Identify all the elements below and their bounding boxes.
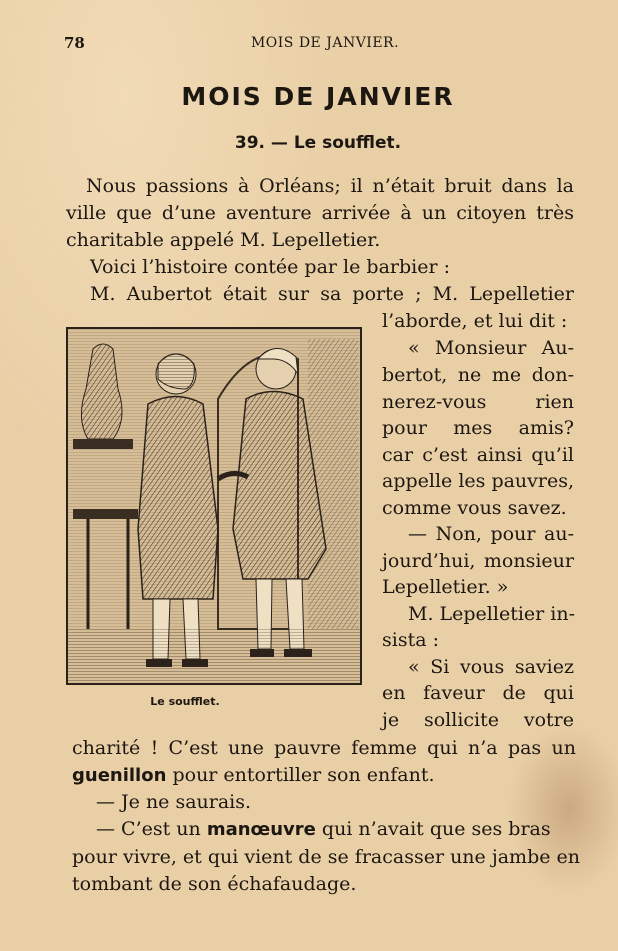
text-line	[96, 817, 604, 842]
page-number: 78	[64, 34, 85, 52]
text-line: « Si vous saviez	[408, 656, 574, 678]
text-line: car c’est ainsi qu’il	[382, 444, 574, 466]
section-title: 39. — Le soufflet.	[234, 133, 402, 153]
text-line: appelle les pauvres,	[382, 470, 575, 492]
text-line: jourd’hui, monsieur	[382, 550, 574, 572]
text-line: bertot, ne me don-	[382, 364, 574, 386]
engraving-svg	[68, 329, 360, 683]
text-line: — Je ne saurais.	[96, 791, 252, 813]
figure-caption: Le soufflet.	[150, 695, 220, 708]
text-line: — Non, pour au-	[408, 523, 574, 545]
text-line: « Monsieur Au-	[408, 337, 574, 359]
text-line: je sollicite votre	[382, 709, 574, 731]
text-line: pour vivre, et qui vient de se fracasser une jambe en	[72, 846, 580, 868]
text-fragment: pour entortiller son enfant.	[172, 764, 435, 786]
text-line: M. Lepelletier in-	[408, 603, 576, 625]
text-line: en faveur de qui	[382, 682, 574, 704]
text-line: Nous passions à Orléans; il n’était bruit dans la	[86, 175, 574, 197]
text-line: Lepelletier. »	[382, 576, 509, 598]
text-fragment: qui n’avait que ses bras	[321, 818, 551, 840]
text-line: charitable appelé M. Lepelletier.	[66, 229, 381, 251]
text-line: nerez-vous rien	[382, 391, 574, 413]
bold-word: guenillon	[72, 765, 167, 786]
text-line: Voici l’histoire contée par le barbier :	[90, 256, 450, 278]
text-line: pour mes amis?	[382, 417, 574, 439]
text-fragment: — C’est un	[96, 818, 201, 840]
chapter-title: MOIS DE JANVIER	[181, 82, 455, 111]
engraving-illustration	[66, 327, 362, 685]
text-line: ville que d’une aventure arrivée à un citoyen très	[66, 202, 574, 224]
text-line: M. Aubertot était sur sa porte ; M. Lepelletier	[90, 283, 574, 305]
text-line: comme vous savez.	[382, 497, 567, 519]
bold-word: manœuvre	[206, 819, 316, 840]
text-line: tombant de son échafaudage.	[72, 873, 357, 895]
running-head: MOIS DE JANVIER.	[250, 35, 400, 51]
text-line	[72, 763, 580, 788]
text-line: charité ! C’est une pauvre femme qui n’a pas un	[72, 737, 576, 759]
text-line: l’aborde, et lui dit :	[382, 310, 568, 332]
text-line: sista :	[382, 629, 439, 651]
